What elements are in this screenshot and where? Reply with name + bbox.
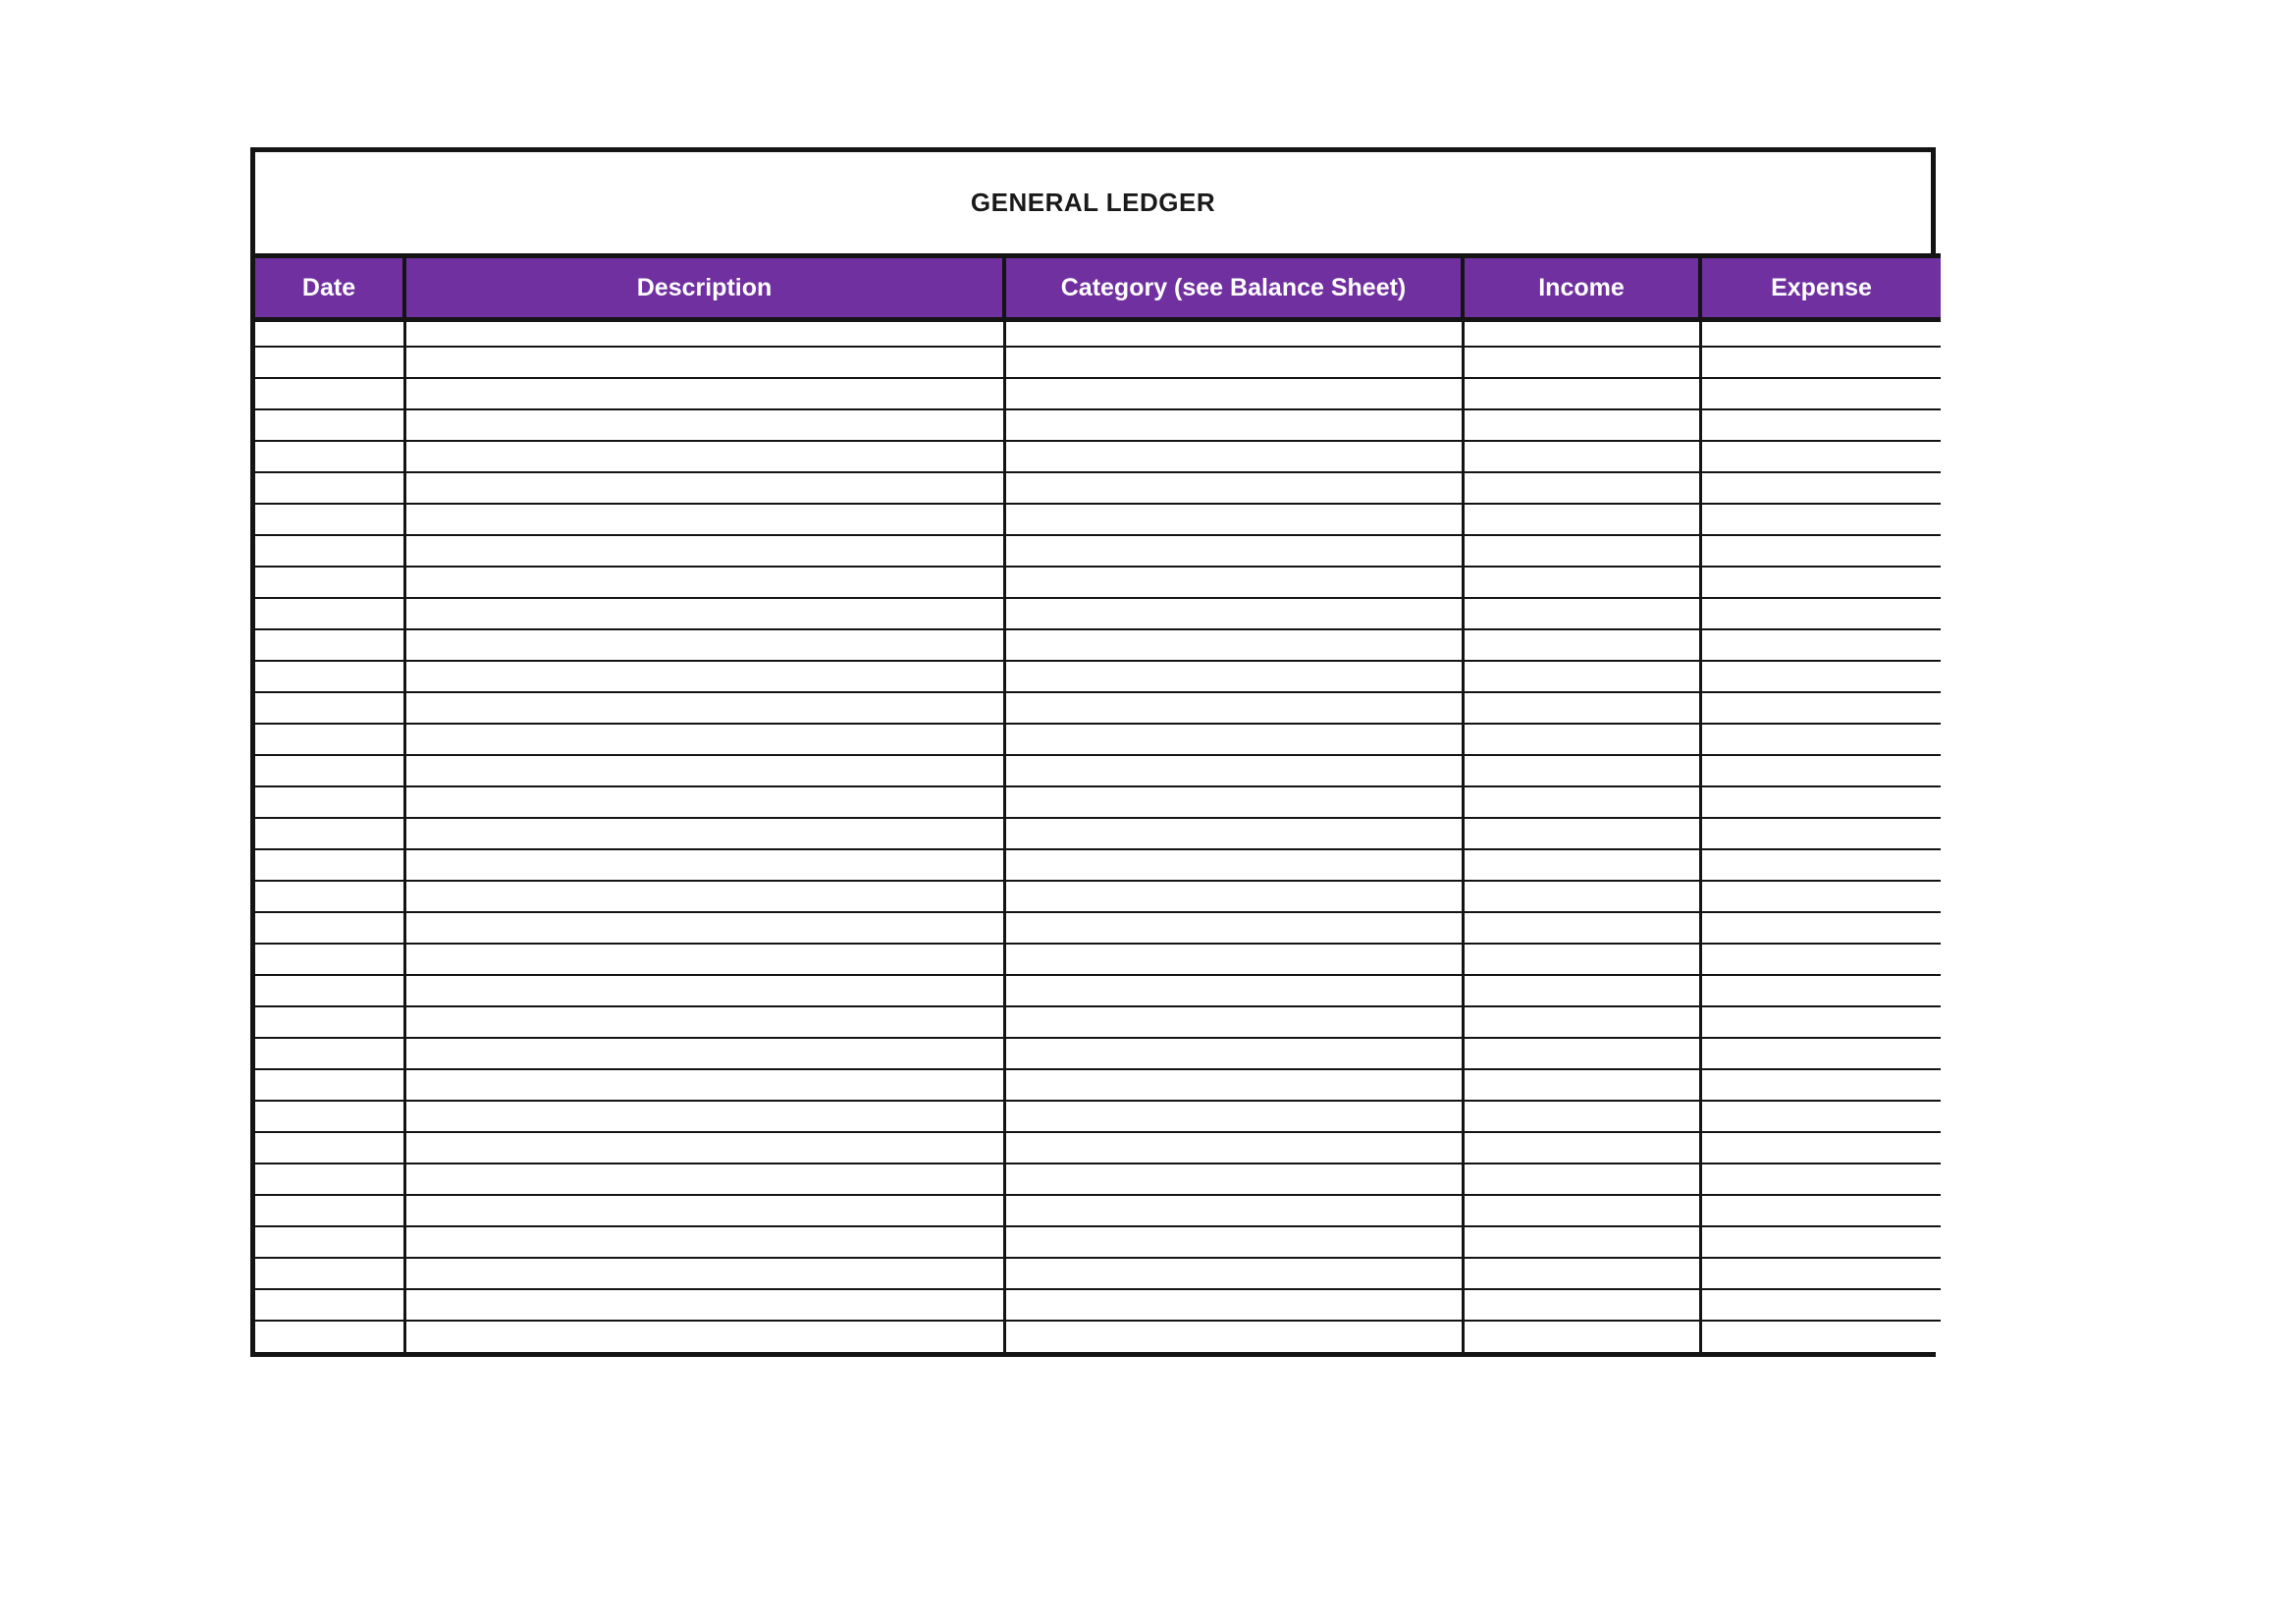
ledger-cell	[1463, 818, 1700, 849]
ledger-cell	[1004, 1006, 1463, 1038]
ledger-cell	[1004, 409, 1463, 441]
table-row	[255, 881, 1941, 912]
ledger-cell	[255, 1164, 404, 1195]
ledger-cell	[1004, 975, 1463, 1006]
ledger-cell	[404, 535, 1004, 567]
ledger-cell	[1004, 1038, 1463, 1069]
table-row	[255, 472, 1941, 504]
ledger-cell	[404, 629, 1004, 661]
ledger-cell	[1004, 472, 1463, 504]
ledger-cell	[404, 1289, 1004, 1321]
ledger-cell	[255, 881, 404, 912]
ledger-cell	[1700, 1258, 1941, 1289]
table-row	[255, 409, 1941, 441]
ledger-cell	[1700, 409, 1941, 441]
table-row	[255, 912, 1941, 944]
ledger-cell	[1463, 598, 1700, 629]
ledger-cell	[1700, 1226, 1941, 1258]
ledger-cell	[1463, 1101, 1700, 1132]
ledger-cell	[1004, 567, 1463, 598]
ledger-cell	[1463, 755, 1700, 786]
ledger-cell	[1004, 535, 1463, 567]
ledger-cell	[255, 786, 404, 818]
general-ledger-document	[250, 147, 1936, 1357]
ledger-cell	[1463, 881, 1700, 912]
ledger-cell	[404, 1258, 1004, 1289]
ledger-cell	[1463, 1164, 1700, 1195]
ledger-cell	[404, 1132, 1004, 1164]
table-row	[255, 504, 1941, 535]
ledger-cell	[1463, 347, 1700, 378]
ledger-cell	[1004, 692, 1463, 724]
table-row	[255, 535, 1941, 567]
ledger-cell	[1700, 786, 1941, 818]
ledger-cell	[255, 849, 404, 881]
ledger-cell	[255, 378, 404, 409]
ledger-cell	[404, 881, 1004, 912]
table-row	[255, 1226, 1941, 1258]
ledger-cell	[1463, 472, 1700, 504]
ledger-cell	[1463, 1038, 1700, 1069]
ledger-cell	[1700, 724, 1941, 755]
ledger-cell	[1463, 629, 1700, 661]
ledger-cell	[1004, 441, 1463, 472]
ledger-cell	[404, 347, 1004, 378]
ledger-cell	[1004, 1226, 1463, 1258]
ledger-cell	[1004, 724, 1463, 755]
ledger-cell	[1463, 1258, 1700, 1289]
ledger-cell	[1463, 504, 1700, 535]
ledger-cell	[404, 1069, 1004, 1101]
ledger-cell	[255, 320, 404, 347]
ledger-cell	[1700, 1321, 1941, 1352]
ledger-cell	[255, 504, 404, 535]
ledger-cell	[1700, 347, 1941, 378]
ledger-cell	[404, 472, 1004, 504]
ledger-cell	[255, 598, 404, 629]
ledger-cell	[404, 504, 1004, 535]
ledger-cell	[255, 409, 404, 441]
ledger-cell	[1004, 504, 1463, 535]
ledger-cell	[255, 1258, 404, 1289]
column-header-expense: Expense	[1700, 256, 1941, 320]
ledger-cell	[255, 472, 404, 504]
table-row	[255, 1321, 1941, 1352]
ledger-cell	[1700, 1101, 1941, 1132]
table-row	[255, 849, 1941, 881]
ledger-cell	[1463, 1195, 1700, 1226]
table-row	[255, 944, 1941, 975]
ledger-cell	[1004, 629, 1463, 661]
ledger-cell	[255, 1195, 404, 1226]
ledger-cell	[1004, 786, 1463, 818]
ledger-cell	[1463, 724, 1700, 755]
ledger-cell	[1004, 1195, 1463, 1226]
ledger-cell	[1463, 692, 1700, 724]
table-row	[255, 378, 1941, 409]
ledger-cell	[1463, 1321, 1700, 1352]
ledger-cell	[404, 975, 1004, 1006]
ledger-cell	[404, 849, 1004, 881]
ledger-cell	[255, 755, 404, 786]
ledger-cell	[1700, 1195, 1941, 1226]
ledger-cell	[1004, 1289, 1463, 1321]
ledger-cell	[1004, 1164, 1463, 1195]
table-row	[255, 975, 1941, 1006]
ledger-cell	[255, 441, 404, 472]
ledger-cell	[1463, 975, 1700, 1006]
ledger-cell	[1463, 661, 1700, 692]
ledger-cell	[255, 629, 404, 661]
ledger-cell	[1463, 441, 1700, 472]
ledger-cell	[1463, 849, 1700, 881]
ledger-cell	[404, 378, 1004, 409]
ledger-cell	[1700, 818, 1941, 849]
ledger-cell	[1004, 755, 1463, 786]
table-row	[255, 692, 1941, 724]
ledger-cell	[1463, 567, 1700, 598]
ledger-cell	[404, 724, 1004, 755]
table-row	[255, 1195, 1941, 1226]
ledger-cell	[1700, 441, 1941, 472]
ledger-cell	[1700, 692, 1941, 724]
ledger-cell	[404, 1321, 1004, 1352]
ledger-cell	[1004, 1258, 1463, 1289]
ledger-cell	[404, 320, 1004, 347]
ledger-cell	[404, 1195, 1004, 1226]
table-row	[255, 1101, 1941, 1132]
ledger-cell	[1700, 472, 1941, 504]
ledger-cell	[1700, 598, 1941, 629]
ledger-cell	[404, 692, 1004, 724]
ledger-cell	[255, 818, 404, 849]
column-header-description: Description	[404, 256, 1004, 320]
ledger-cell	[1700, 1132, 1941, 1164]
ledger-cell	[404, 409, 1004, 441]
ledger-cell	[1004, 378, 1463, 409]
ledger-cell	[1700, 912, 1941, 944]
ledger-cell	[1004, 849, 1463, 881]
ledger-cell	[255, 535, 404, 567]
ledger-cell	[255, 1069, 404, 1101]
ledger-cell	[1463, 409, 1700, 441]
ledger-cell	[1004, 320, 1463, 347]
ledger-cell	[255, 347, 404, 378]
table-row	[255, 1069, 1941, 1101]
ledger-cell	[1463, 535, 1700, 567]
ledger-cell	[404, 441, 1004, 472]
ledger-cell	[1004, 1321, 1463, 1352]
ledger-cell	[1700, 1006, 1941, 1038]
ledger-cell	[255, 661, 404, 692]
ledger-cell	[1004, 912, 1463, 944]
ledger-title-box	[255, 152, 1931, 253]
ledger-cell	[1700, 1069, 1941, 1101]
header-row	[255, 256, 1941, 320]
ledger-cell	[404, 755, 1004, 786]
ledger-cell	[1463, 320, 1700, 347]
table-row	[255, 661, 1941, 692]
ledger-cell	[404, 1226, 1004, 1258]
ledger-cell	[255, 1038, 404, 1069]
ledger-cell	[1700, 1038, 1941, 1069]
table-row	[255, 567, 1941, 598]
ledger-cell	[255, 912, 404, 944]
ledger-cell	[1004, 818, 1463, 849]
column-header-date: Date	[255, 256, 404, 320]
ledger-cell	[1700, 661, 1941, 692]
ledger-cell	[1004, 598, 1463, 629]
ledger-cell	[1004, 661, 1463, 692]
ledger-cell	[404, 912, 1004, 944]
table-row	[255, 347, 1941, 378]
ledger-cell	[255, 1226, 404, 1258]
ledger-cell	[404, 944, 1004, 975]
ledger-cell	[1700, 975, 1941, 1006]
ledger-cell	[255, 567, 404, 598]
ledger-cell	[255, 1132, 404, 1164]
table-row	[255, 724, 1941, 755]
ledger-cell	[255, 1321, 404, 1352]
table-row	[255, 818, 1941, 849]
ledger-cell	[1700, 629, 1941, 661]
general-ledger-table	[255, 253, 1941, 1352]
ledger-cell	[1463, 1289, 1700, 1321]
table-row	[255, 1289, 1941, 1321]
ledger-cell	[255, 944, 404, 975]
ledger-cell	[1004, 1069, 1463, 1101]
ledger-cell	[1463, 378, 1700, 409]
ledger-cell	[1463, 786, 1700, 818]
ledger-cell	[404, 661, 1004, 692]
table-row	[255, 629, 1941, 661]
ledger-title: GENERAL LEDGER	[970, 188, 1216, 217]
ledger-cell	[404, 598, 1004, 629]
ledger-cell	[255, 1006, 404, 1038]
table-row	[255, 320, 1941, 347]
column-header-income: Income	[1463, 256, 1700, 320]
ledger-cell	[1463, 1226, 1700, 1258]
ledger-header	[255, 256, 1941, 320]
ledger-cell	[1700, 567, 1941, 598]
ledger-cell	[1700, 755, 1941, 786]
table-row	[255, 1006, 1941, 1038]
ledger-cell	[404, 1101, 1004, 1132]
ledger-cell	[255, 692, 404, 724]
table-row	[255, 786, 1941, 818]
ledger-cell	[1700, 378, 1941, 409]
ledger-cell	[1700, 881, 1941, 912]
ledger-cell	[255, 724, 404, 755]
ledger-cell	[1700, 849, 1941, 881]
ledger-cell	[404, 786, 1004, 818]
column-header-category: Category (see Balance Sheet)	[1004, 256, 1463, 320]
table-row	[255, 598, 1941, 629]
ledger-cell	[1463, 1069, 1700, 1101]
ledger-cell	[404, 1164, 1004, 1195]
ledger-cell	[404, 818, 1004, 849]
ledger-cell	[404, 1038, 1004, 1069]
ledger-cell	[255, 1101, 404, 1132]
ledger-cell	[255, 1289, 404, 1321]
table-row	[255, 1038, 1941, 1069]
ledger-cell	[1700, 535, 1941, 567]
ledger-cell	[1463, 1132, 1700, 1164]
ledger-cell	[1004, 347, 1463, 378]
ledger-cell	[1700, 1289, 1941, 1321]
ledger-cell	[1700, 944, 1941, 975]
ledger-cell	[1004, 1132, 1463, 1164]
ledger-cell	[1463, 944, 1700, 975]
ledger-cell	[1004, 1101, 1463, 1132]
ledger-cell	[1700, 1164, 1941, 1195]
ledger-cell	[1004, 881, 1463, 912]
ledger-cell	[1004, 944, 1463, 975]
ledger-cell	[404, 1006, 1004, 1038]
table-row	[255, 441, 1941, 472]
ledger-cell	[404, 567, 1004, 598]
ledger-cell	[1463, 912, 1700, 944]
ledger-cell	[1700, 504, 1941, 535]
table-row	[255, 755, 1941, 786]
ledger-body	[255, 320, 1941, 1352]
ledger-cell	[255, 975, 404, 1006]
table-row	[255, 1258, 1941, 1289]
ledger-cell	[1463, 1006, 1700, 1038]
table-row	[255, 1164, 1941, 1195]
ledger-cell	[1700, 320, 1941, 347]
table-row	[255, 1132, 1941, 1164]
